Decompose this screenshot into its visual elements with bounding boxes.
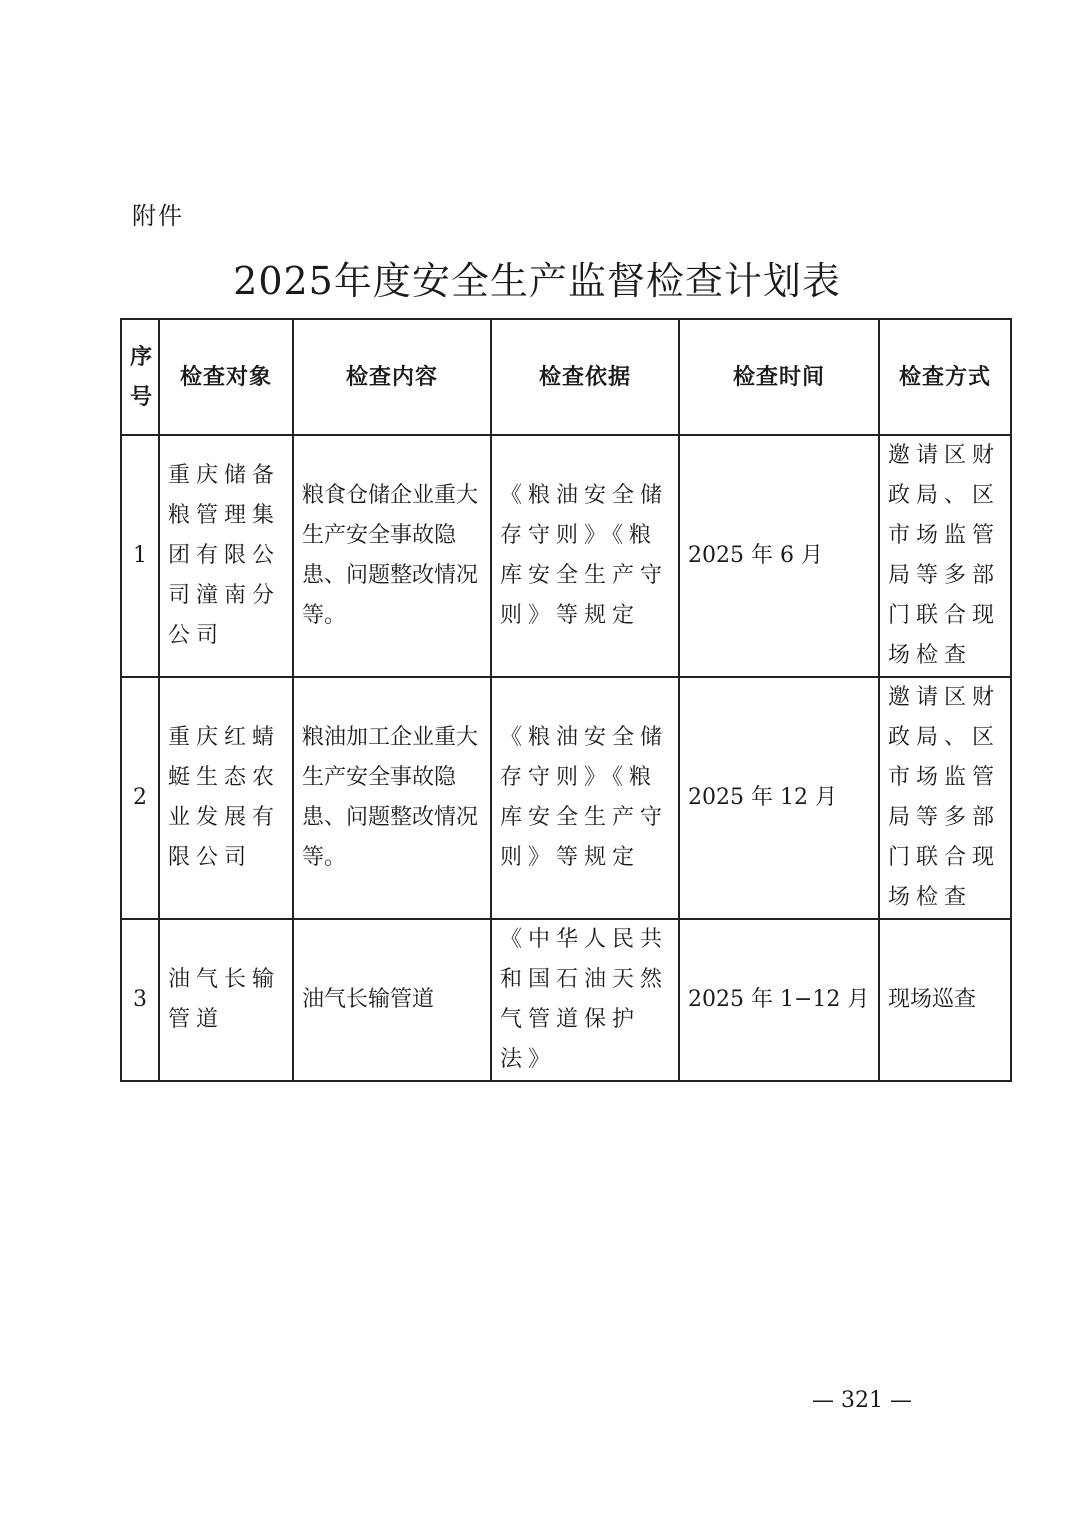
header-method: 检查方式 bbox=[879, 319, 1011, 435]
header-target: 检查对象 bbox=[159, 319, 293, 435]
cell-method: 现场巡查 bbox=[879, 919, 1011, 1081]
table-row bbox=[121, 677, 1011, 919]
cell-basis: 《粮油安全储存守则》《粮库安全生产守则》等规定 bbox=[491, 435, 679, 677]
cell-basis: 《粮油安全储存守则》《粮库安全生产守则》等规定 bbox=[491, 677, 679, 919]
cell-target: 油气长输管道 bbox=[159, 919, 293, 1081]
table-row bbox=[121, 435, 1011, 677]
page-number: — 321 — bbox=[812, 1388, 912, 1413]
cell-time: 2025 年 6 月 bbox=[679, 435, 879, 677]
document-title: 2025年度安全生产监督检查计划表 bbox=[233, 259, 841, 303]
cell-target: 重庆储备粮管理集团有限公司潼南分公司 bbox=[159, 435, 293, 677]
cell-seq: 3 bbox=[121, 919, 159, 1081]
header-content: 检查内容 bbox=[293, 319, 491, 435]
cell-seq: 1 bbox=[121, 435, 159, 677]
cell-target: 重庆红蜻蜓生态农业发展有限公司 bbox=[159, 677, 293, 919]
cell-time: 2025 年 1−12 月 bbox=[679, 919, 879, 1081]
cell-content: 油气长输管道 bbox=[293, 919, 491, 1081]
cell-time: 2025 年 12 月 bbox=[679, 677, 879, 919]
cell-method: 邀请区财政局、区市场监管局等多部门联合现场检查 bbox=[879, 435, 1011, 677]
cell-content: 粮油加工企业重大生产安全事故隐患、问题整改情况等。 bbox=[293, 677, 491, 919]
table-header-row bbox=[121, 319, 1011, 435]
header-seq: 序号 bbox=[121, 319, 159, 435]
cell-method: 邀请区财政局、区市场监管局等多部门联合现场检查 bbox=[879, 677, 1011, 919]
cell-seq: 2 bbox=[121, 677, 159, 919]
header-time: 检查时间 bbox=[679, 319, 879, 435]
header-basis: 检查依据 bbox=[491, 319, 679, 435]
table-row bbox=[121, 919, 1011, 1081]
inspection-plan-table bbox=[120, 318, 1012, 1082]
cell-basis: 《中华人民共和国石油天然气管道保护法》 bbox=[491, 919, 679, 1081]
attachment-label: 附件 bbox=[132, 202, 184, 230]
cell-content: 粮食仓储企业重大生产安全事故隐患、问题整改情况等。 bbox=[293, 435, 491, 677]
